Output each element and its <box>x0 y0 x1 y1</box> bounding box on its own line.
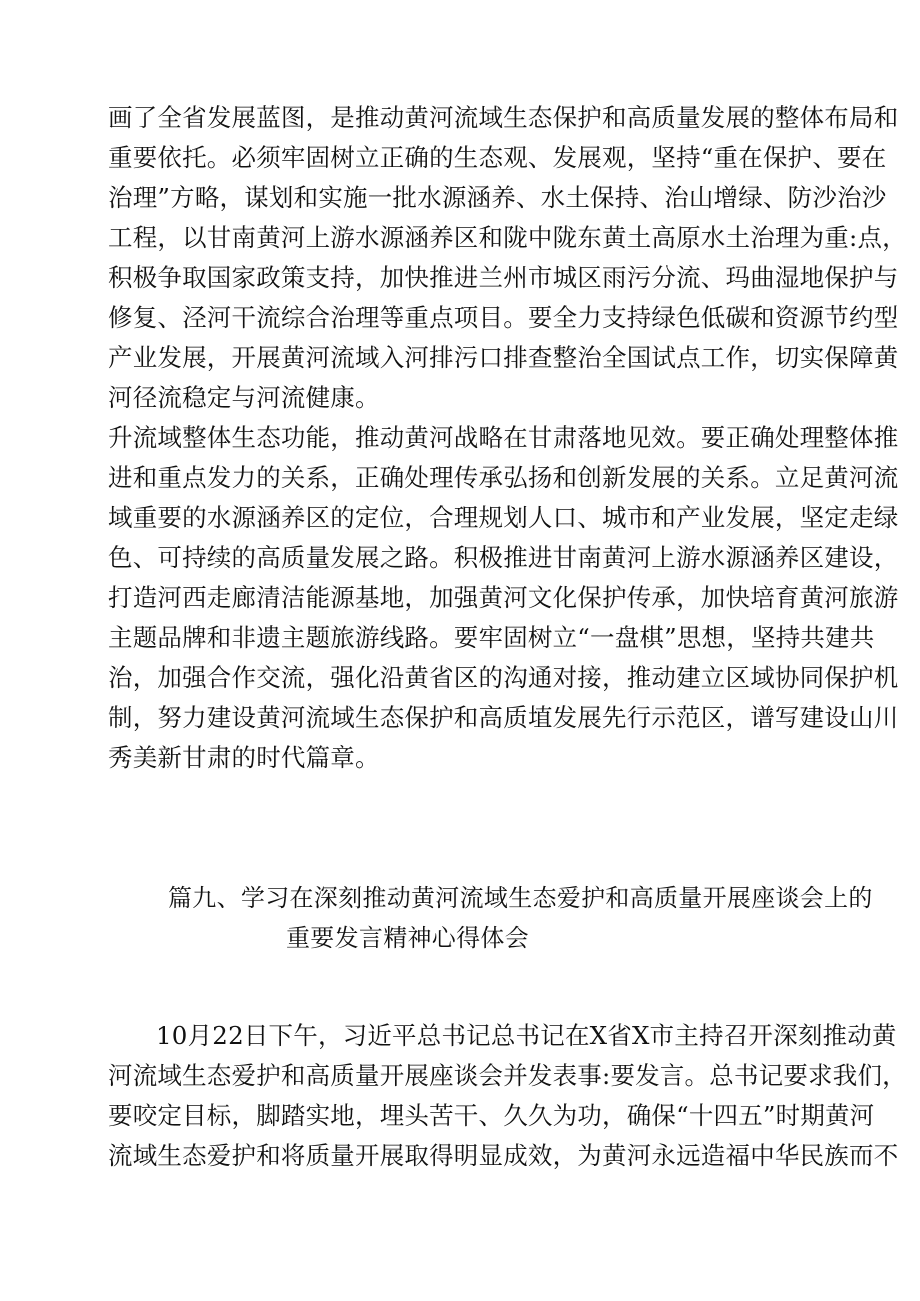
text-line: 升流域整体生态功能，推动黄河战略在甘肃落地见效。要正确处理整体推 <box>108 423 899 452</box>
text-line: 积极争取国家政策支持，加快推进兰州市城区雨污分流、玛曲湿地保护与 <box>108 263 899 292</box>
text-line: 秀美新甘肃的时代篇章。 <box>108 743 380 772</box>
text-line: 画了全省发展蓝图，是推动黄河流域生态保护和高质量发展的整体布局和 <box>108 103 899 132</box>
text-line: 治，加强合作交流，强化沿黄省区的沟通对接，推动建立区域协同保护机 <box>108 663 899 692</box>
text-line: 河流域生态爱护和高质量开展座谈会并发表事:要发言。总书记要求我们， <box>108 1061 907 1090</box>
text-line: 色、可持续的高质量发展之路。积极推进甘南黄河上游水源涵养区建设， <box>108 543 899 572</box>
text-line: 主题品牌和非遗主题旅游线路。要牢固树立“一盘棋”思想，坚持共建共 <box>108 623 875 652</box>
text-line: 10月22日下午，习近平总书记总书记在X省X市主持召开深刻推动黄 <box>156 1021 897 1050</box>
text-line: 修复、泾河干流综合治理等重点项目。要全力支持绿色低碳和资源节约型 <box>108 303 899 332</box>
text-line: 产业发展，开展黄河流域入河排污口排查整治全国试点工作，切实保障黄 <box>108 343 899 372</box>
text-line: 要咬定目标，脚踏实地，埋头苦干、久久为功，确保“十四五”时期黄河 <box>108 1101 875 1130</box>
text-line: 域重要的水源涵养区的定位，合理规划人口、城市和产业发展，坚定走绿 <box>108 503 899 532</box>
text-line: 制，努力建设黄河流域生态保护和高质埴发展先行示范区，谱写建设山川 <box>108 703 899 732</box>
text-line: 重要依托。必须牢固树立正确的生态观、发展观，坚持“重在保护、要在 <box>108 143 887 172</box>
text-line: 流域生态爱护和将质量开展取得明显成效，为黄河永远造福中华民族而不 <box>108 1141 899 1170</box>
section-heading-line-2: 重要发言精神心得体会 <box>286 924 529 952</box>
text-line: 河径流稳定与河流健康。 <box>108 383 380 412</box>
text-line: 工程，以甘南黄河上游水源涵养区和陇中陇东黄土高原水土治理为重:点， <box>108 223 907 252</box>
text-line: 打造河西走廊清洁能源基地，加强黄河文化保护传承，加快培育黄河旅游 <box>108 583 899 612</box>
text-line: 进和重点发力的关系，正确处理传承弘扬和创新发展的关系。立足黄河流 <box>108 463 899 492</box>
section-heading-line-1: 篇九、学习在深刻推动黄河流域生态爱护和高质量开展座谈会上的 <box>168 884 873 912</box>
text-line: 治理”方略，谋划和实施一批水源涵养、水土保持、治山增绿、防沙治沙 <box>108 183 887 212</box>
